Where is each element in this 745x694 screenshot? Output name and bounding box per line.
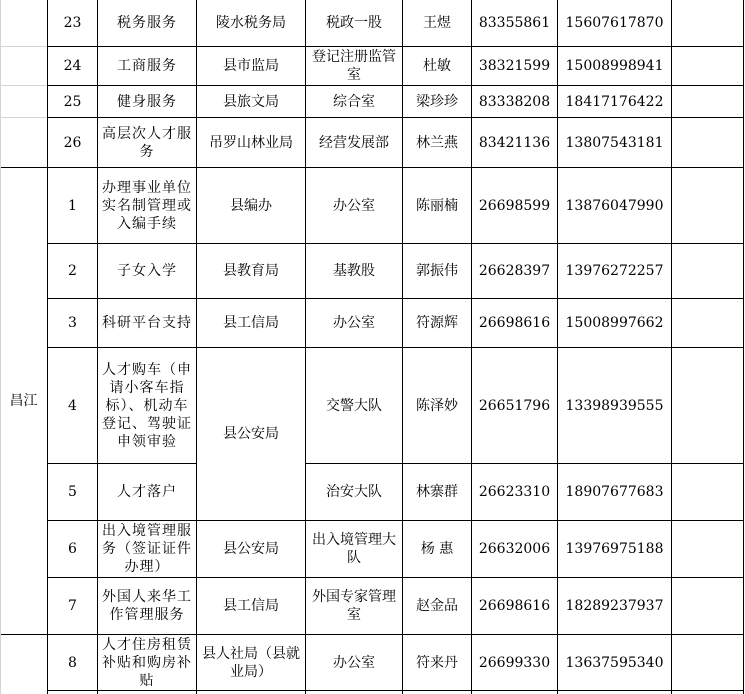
office-phone: 26651796	[478, 397, 551, 414]
mobile-phone: 15008997662	[565, 315, 664, 331]
office-phone: 26623310	[478, 484, 551, 500]
office: 基教股	[333, 263, 375, 279]
office: 税政一股	[326, 15, 382, 31]
contact-person: 陈丽楠	[416, 197, 458, 214]
office-phone: 83338208	[478, 93, 551, 110]
department: 县工信局	[223, 315, 279, 331]
mobile-phone: 13398939555	[565, 397, 664, 414]
department: 县工信局	[223, 598, 279, 614]
service-name: 工商服务	[117, 58, 177, 74]
service-name: 高层次人才服务	[102, 125, 192, 160]
contact-person: 王煜	[423, 15, 451, 31]
service-name: 办理事业单位实名制管理或入编手续	[102, 179, 192, 232]
mobile-phone: 13976975188	[565, 541, 664, 557]
office-phone: 83421136	[478, 134, 551, 151]
service-name: 人才住房租赁补贴和购房补贴	[102, 636, 192, 689]
contact-person: 陈泽妙	[416, 397, 458, 414]
department: 县公安局	[223, 541, 279, 557]
row-number: 2	[68, 263, 77, 279]
contact-person: 林寨群	[416, 484, 458, 500]
department: 县市监局	[223, 58, 279, 74]
office: 外国专家管理室	[312, 589, 396, 623]
service-name: 外国人来华工作管理服务	[102, 589, 192, 623]
department: 县人社局（县就业局）	[202, 645, 300, 680]
office: 办公室	[333, 197, 375, 214]
office: 经营发展部	[319, 134, 389, 151]
office-phone: 26699330	[478, 654, 551, 671]
office: 治安大队	[326, 484, 382, 500]
office-phone: 26698599	[478, 197, 551, 214]
office-phone: 26628397	[478, 263, 551, 279]
department: 县编办	[230, 197, 272, 214]
contact-person: 梁珍珍	[416, 93, 458, 110]
row-number: 6	[68, 541, 77, 557]
contact-person: 符来丹	[416, 654, 458, 671]
row-number: 4	[68, 397, 77, 414]
office: 综合室	[333, 93, 375, 110]
office: 办公室	[333, 654, 375, 671]
row-number: 5	[68, 484, 77, 500]
row-number: 24	[63, 58, 82, 74]
contact-person: 符源辉	[416, 315, 458, 331]
service-name: 税务服务	[117, 15, 177, 31]
department: 吊罗山林业局	[209, 134, 293, 151]
mobile-phone: 13876047990	[565, 197, 664, 214]
row-number: 8	[68, 654, 77, 671]
service-name: 健身服务	[117, 93, 177, 110]
contact-person: 杨 惠	[420, 541, 454, 557]
row-number: 7	[68, 598, 77, 614]
row-number: 26	[63, 134, 82, 151]
mobile-phone: 13976272257	[565, 263, 664, 279]
service-name: 人才落户	[117, 484, 177, 500]
mobile-phone: 18289237937	[565, 598, 664, 614]
contact-person: 郭振伟	[416, 263, 458, 279]
service-name: 科研平台支持	[102, 315, 192, 331]
office-phone: 26698616	[478, 598, 551, 614]
office: 办公室	[333, 315, 375, 331]
contact-person: 林兰燕	[416, 134, 458, 151]
mobile-phone: 13637595340	[565, 654, 664, 671]
mobile-phone: 18417176422	[565, 93, 664, 110]
department-merged: 县公安局	[223, 426, 279, 442]
department: 县旅文局	[223, 93, 279, 110]
office-phone: 26698616	[478, 315, 551, 331]
office: 交警大队	[326, 397, 382, 414]
contact-person: 杜敏	[423, 58, 451, 74]
office: 登记注册监管室	[312, 49, 396, 83]
office-phone: 26632006	[478, 541, 551, 557]
mobile-phone: 13807543181	[565, 134, 664, 151]
region-label: 昌江	[9, 393, 38, 409]
mobile-phone: 15607617870	[565, 15, 664, 31]
department: 陵水税务局	[216, 15, 286, 31]
contact-person: 赵金品	[416, 598, 458, 614]
office-phone: 38321599	[478, 58, 551, 74]
service-name: 人才购车（申请小客车指标）、机动车登记、驾驶证申领审验	[102, 361, 192, 450]
office-phone: 83355861	[478, 15, 551, 31]
row-number: 3	[68, 315, 77, 331]
row-number: 25	[63, 93, 82, 110]
row-number: 1	[68, 197, 77, 214]
office: 出入境管理大队	[312, 532, 396, 566]
mobile-phone: 18907677683	[565, 484, 664, 500]
row-number: 23	[63, 15, 82, 31]
mobile-phone: 15008998941	[565, 58, 664, 74]
department: 县教育局	[223, 263, 279, 279]
service-name: 子女入学	[117, 263, 177, 279]
service-name: 出入境管理服务（签证证件办理）	[102, 523, 192, 575]
